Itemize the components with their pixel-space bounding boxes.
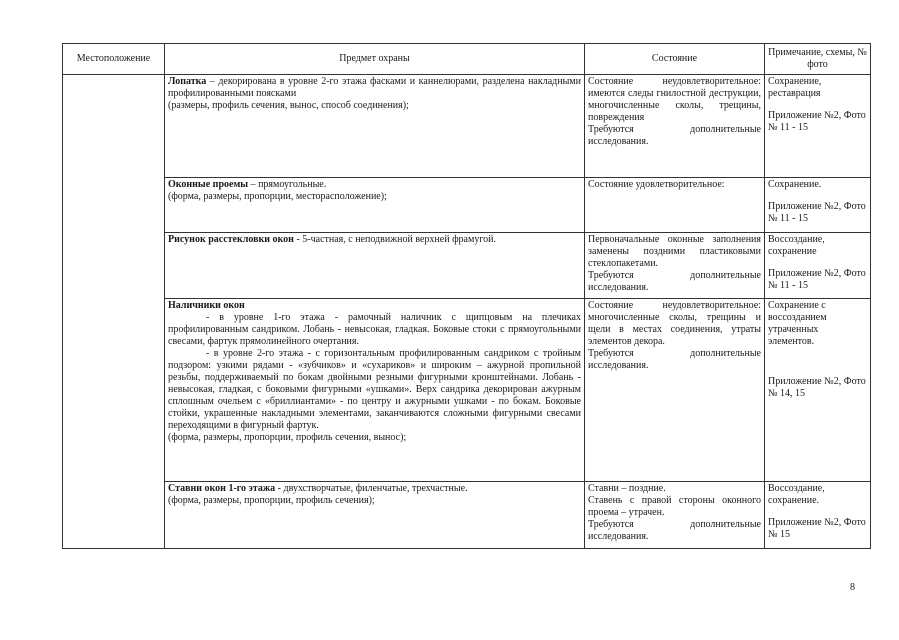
- table-row: [63, 75, 871, 178]
- header-subject: Предмет охраны: [165, 44, 585, 75]
- condition-text: Ставни – поздние.: [588, 483, 666, 494]
- condition-text: Требуются дополнительные исследования.: [588, 519, 761, 542]
- condition-text: Требуются дополнительные исследования.: [588, 124, 761, 147]
- condition-text: Состояние неудовлетворительное: многочисленные сколы, трещины и щели в местах соединения, утраты элементов декора.: [588, 300, 761, 347]
- condition-cell: [585, 299, 765, 482]
- note-reference: Приложение №2, Фото № 11 - 15: [768, 268, 866, 291]
- note-action: Сохранение, реставрация: [768, 76, 822, 99]
- subject-cell: [165, 178, 585, 233]
- subject-text: – декорирована в уровне 2-го этажа фасками и каннелюрами, разделена накладными профилированными поясками: [168, 76, 581, 99]
- subject-paragraph: - в уровне 2-го этажа - с горизонтальным профилированным сандриком с тройным подзором: узкими рядами - «зубчиков» и «сухариков» и широким – ажурной пропильной резьбы, поддерживаемый по бокам двойными резными фигурными кронштейнами. Лобань - невысокая, гладкая, с боковыми фигурными «ушками». Верх сандрика декорирован ажурным сплошным очельем с «бриллиантами» - по центру и ажурными ушками - по бокам. Боковые стойки, украшенные накладными элементами, заканчиваются сложными фигурными свесами переходящими в фигурный фартук.: [168, 348, 581, 431]
- subject-paragraph: - в уровне 1-го этажа - рамочный наличник с щипцовым на плечиках профилированным сандриком. Лобань - невысокая, гладкая. Боковые стоки с прямоугольными свесами, фартук прямолинейного очертания.: [168, 312, 581, 347]
- table-header-row: [63, 44, 871, 75]
- header-note: Примечание, схемы, № фото: [765, 44, 871, 75]
- table-row: [63, 482, 871, 549]
- subject-cell: [165, 75, 585, 178]
- table-row: [63, 178, 871, 233]
- subject-cell: [165, 233, 585, 299]
- condition-text: Первоначальные оконные заполнения заменены поздними пластиковыми стеклопакетами.: [588, 234, 761, 269]
- subject-text: – прямоугольные.: [248, 179, 327, 190]
- condition-text: Требуются дополнительные исследования.: [588, 348, 761, 371]
- subject-text: - 5-частная, с неподвижной верхней фрамугой.: [293, 234, 497, 245]
- subject-params: (форма, размеры, пропорции, профиль сечения);: [168, 495, 375, 506]
- subject-text: - двухстворчатые, филенчатые, трехчастные.: [275, 483, 468, 494]
- subject-title: Оконные проемы: [168, 179, 249, 190]
- protection-table: [62, 43, 871, 549]
- header-location: Местоположение: [63, 44, 165, 75]
- note-cell: [765, 75, 871, 178]
- subject-title: Рисунок расстекловки окон: [168, 234, 294, 245]
- header-condition: Состояние: [585, 44, 765, 75]
- page-number: 8: [850, 582, 855, 593]
- subject-params: (размеры, профиль сечения, вынос, способ соединения);: [168, 100, 409, 111]
- subject-cell: [165, 299, 585, 482]
- note-action: Сохранение.: [768, 179, 822, 190]
- condition-text: Состояние неудовлетворительное: имеются следы гнилостной деструкции, многочисленные сколы, трещины, повреждения: [588, 76, 761, 123]
- condition-cell: [585, 178, 765, 233]
- subject-params: (форма, размеры, пропорции, месторасположение);: [168, 191, 387, 202]
- note-cell: [765, 178, 871, 233]
- subject-params: (форма, размеры, пропорции, профиль сечения, вынос);: [168, 432, 407, 443]
- document-sheet: [62, 43, 870, 549]
- note-reference: Приложение №2, Фото № 15: [768, 517, 866, 540]
- table-row: [63, 233, 871, 299]
- note-cell: [765, 482, 871, 549]
- note-reference: Приложение №2, Фото № 14, 15: [768, 376, 866, 399]
- condition-cell: [585, 75, 765, 178]
- subject-title: Ставни окон 1-го этажа: [168, 483, 276, 494]
- condition-cell: [585, 482, 765, 549]
- note-action: Воссоздание, сохранение.: [768, 483, 825, 506]
- note-cell: [765, 299, 871, 482]
- note-cell: [765, 233, 871, 299]
- condition-cell: [585, 233, 765, 299]
- table-row: [63, 299, 871, 482]
- note-reference: Приложение №2, Фото № 11 - 15: [768, 201, 866, 224]
- condition-text: Ставень с правой стороны оконного проема – утрачен.: [588, 495, 761, 518]
- subject-title: Лопатка: [168, 76, 207, 87]
- note-action: Воссоздание, сохранение: [768, 234, 825, 257]
- condition-text: Требуются дополнительные исследования.: [588, 270, 761, 293]
- note-reference: Приложение №2, Фото № 11 - 15: [768, 110, 866, 133]
- subject-cell: [165, 482, 585, 549]
- location-cell: [63, 75, 165, 549]
- condition-text: Состояние удовлетворительное:: [588, 179, 725, 190]
- subject-title: Наличники окон: [168, 300, 245, 311]
- note-action: Сохранение с воссозданием утраченных элементов.: [768, 300, 827, 347]
